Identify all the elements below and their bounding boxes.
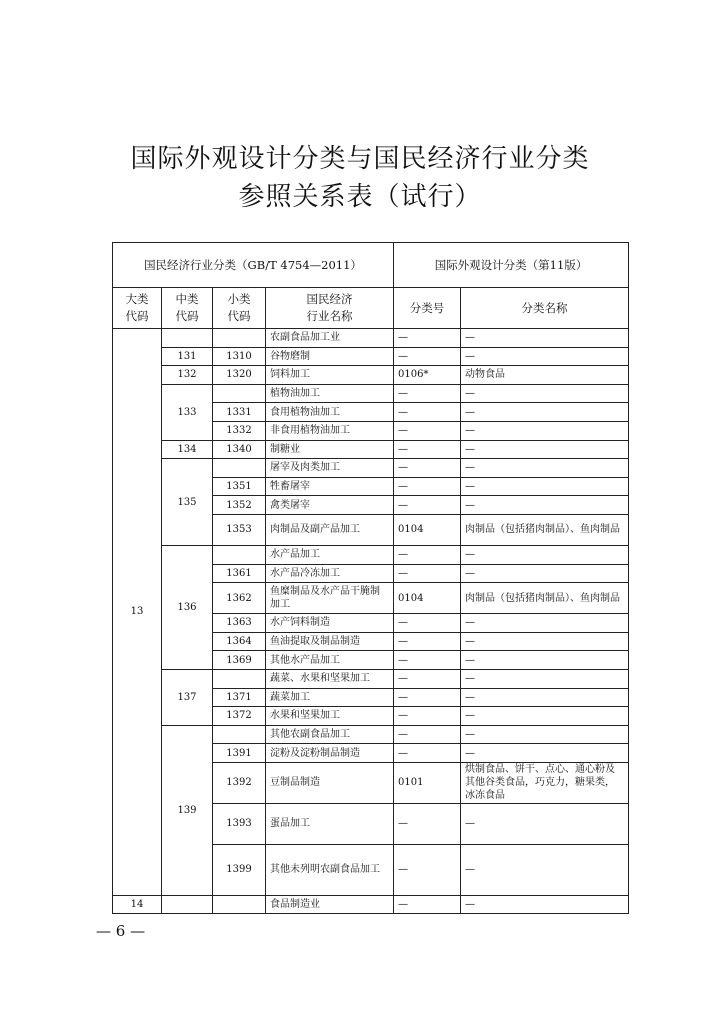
class-name-cell: — (461, 329, 629, 348)
class-name-cell: — (461, 895, 629, 914)
industry-name-cell: 水产品加工 (266, 545, 394, 564)
class-name-cell: — (461, 384, 629, 403)
table-row (113, 366, 629, 385)
minor-code-cell: 1371 (213, 688, 266, 707)
industry-name-cell: 蔬菜、水果和坚果加工 (266, 669, 394, 688)
minor-code-cell: 1363 (213, 614, 266, 633)
class-name-cell: — (461, 707, 629, 726)
class-number-cell: — (394, 707, 461, 726)
industry-name-cell: 鱼油提取及制品制造 (266, 632, 394, 651)
class-name-cell: 烘制食品、饼干、点心、通心粉及其他谷类食品，巧克力，糖果类，冰冻食品 (461, 762, 629, 803)
class-name-cell: — (461, 744, 629, 763)
table-group-header-row (113, 243, 629, 288)
class-number-cell: — (394, 651, 461, 670)
minor-code-cell: 1399 (213, 844, 266, 895)
industry-name-cell: 水产品冷冻加工 (266, 564, 394, 583)
class-number-cell: — (394, 496, 461, 515)
minor-code-cell: 1340 (213, 440, 266, 459)
minor-code-cell: 1372 (213, 707, 266, 726)
document-title-line-1: 国际外观设计分类与国民经济行业分类 (130, 144, 590, 174)
class-number-cell: 0101 (394, 762, 461, 803)
class-name-cell: — (461, 651, 629, 670)
table-row (113, 895, 629, 914)
class-number-cell: — (394, 744, 461, 763)
class-name-cell: — (461, 347, 629, 366)
table-row (113, 725, 629, 744)
industry-name-cell: 食品制造业 (266, 895, 394, 914)
mid-code-cell: 132 (162, 366, 213, 385)
class-number-cell: — (394, 440, 461, 459)
minor-code-cell (213, 545, 266, 564)
locarno-group-header: 国际外观设计分类（第11版） (394, 243, 629, 288)
industry-name-cell: 水果和坚果加工 (266, 707, 394, 726)
industry-name-cell: 其他农副食品加工 (266, 725, 394, 744)
industry-name-cell: 非食用植物油加工 (266, 421, 394, 440)
class-name-cell: 肉制品（包括猪肉制品）、鱼肉制品 (461, 514, 629, 545)
table-row (113, 384, 629, 403)
col-header-mid-code: 中类 代码 (162, 288, 213, 329)
class-name-cell: — (461, 614, 629, 633)
class-name-cell: 肉制品（包括猪肉制品）、鱼肉制品 (461, 583, 629, 614)
minor-code-cell (213, 725, 266, 744)
industry-name-cell: 饲料加工 (266, 366, 394, 385)
minor-code-cell: 1332 (213, 421, 266, 440)
table-row (113, 440, 629, 459)
class-name-cell: — (461, 421, 629, 440)
minor-code-cell (213, 895, 266, 914)
industry-name-cell: 水产饲料制造 (266, 614, 394, 633)
col-header-industry-name: 国民经济 行业名称 (266, 288, 394, 329)
industry-name-cell: 其他水产品加工 (266, 651, 394, 670)
class-number-cell: — (394, 688, 461, 707)
major-code-cell: 14 (113, 895, 162, 914)
classification-table (112, 242, 629, 914)
minor-code-cell: 1364 (213, 632, 266, 651)
class-name-cell: — (461, 496, 629, 515)
minor-code-cell: 1320 (213, 366, 266, 385)
document-title-line-2: 参照关系表（试行） (238, 182, 482, 212)
industry-name-cell: 制糖业 (266, 440, 394, 459)
industry-name-cell: 谷物磨制 (266, 347, 394, 366)
mid-code-cell (162, 329, 213, 348)
industry-name-cell: 食用植物油加工 (266, 403, 394, 422)
class-name-cell: — (461, 803, 629, 844)
class-number-cell: — (394, 329, 461, 348)
minor-code-cell: 1361 (213, 564, 266, 583)
minor-code-cell (213, 329, 266, 348)
class-number-cell: 0104 (394, 583, 461, 614)
minor-code-cell: 1362 (213, 583, 266, 614)
mid-code-cell: 136 (162, 545, 213, 669)
industry-name-cell: 蛋品加工 (266, 803, 394, 844)
mid-code-cell: 137 (162, 669, 213, 725)
col-header-major-code: 大类 代码 (113, 288, 162, 329)
table-row (113, 669, 629, 688)
class-number-cell: — (394, 844, 461, 895)
class-number-cell: 0104 (394, 514, 461, 545)
class-number-cell: — (394, 632, 461, 651)
class-number-cell: — (394, 403, 461, 422)
class-name-cell: — (461, 477, 629, 496)
class-number-cell: — (394, 725, 461, 744)
industry-name-cell: 农副食品加工业 (266, 329, 394, 348)
minor-code-cell: 1351 (213, 477, 266, 496)
industry-name-cell: 肉制品及副产品加工 (266, 514, 394, 545)
minor-code-cell (213, 669, 266, 688)
minor-code-cell: 1310 (213, 347, 266, 366)
class-number-cell: — (394, 803, 461, 844)
minor-code-cell: 1352 (213, 496, 266, 515)
class-name-cell: — (461, 545, 629, 564)
class-number-cell: — (394, 477, 461, 496)
col-header-class-name: 分类名称 (461, 288, 629, 329)
class-name-cell: — (461, 440, 629, 459)
minor-code-cell: 1353 (213, 514, 266, 545)
class-name-cell: — (461, 725, 629, 744)
minor-code-cell: 1331 (213, 403, 266, 422)
major-code-cell: 13 (113, 329, 162, 896)
class-name-cell: — (461, 459, 629, 478)
class-name-cell: 动物食品 (461, 366, 629, 385)
class-number-cell: — (394, 564, 461, 583)
class-number-cell: — (394, 384, 461, 403)
class-name-cell: — (461, 669, 629, 688)
minor-code-cell: 1393 (213, 803, 266, 844)
mid-code-cell: 134 (162, 440, 213, 459)
industry-name-cell: 植物油加工 (266, 384, 394, 403)
industry-name-cell: 蔬菜加工 (266, 688, 394, 707)
mid-code-cell: 135 (162, 459, 213, 546)
class-name-cell: — (461, 403, 629, 422)
table-row (113, 347, 629, 366)
industry-name-cell: 屠宰及肉类加工 (266, 459, 394, 478)
minor-code-cell (213, 384, 266, 403)
class-number-cell: — (394, 895, 461, 914)
mid-code-cell: 139 (162, 725, 213, 895)
industry-name-cell: 淀粉及淀粉制品制造 (266, 744, 394, 763)
class-number-cell: 0106* (394, 366, 461, 385)
mid-code-cell: 131 (162, 347, 213, 366)
class-number-cell: — (394, 347, 461, 366)
table-row (113, 459, 629, 478)
mid-code-cell: 133 (162, 384, 213, 440)
class-number-cell: — (394, 421, 461, 440)
industry-name-cell: 鱼糜制品及水产品干腌制加工 (266, 583, 394, 614)
minor-code-cell: 1369 (213, 651, 266, 670)
minor-code-cell: 1392 (213, 762, 266, 803)
class-name-cell: — (461, 632, 629, 651)
col-header-minor-code: 小类 代码 (213, 288, 266, 329)
table-row (113, 329, 629, 348)
table-column-header-row (113, 288, 629, 329)
table-row (113, 545, 629, 564)
col-header-class-number: 分类号 (394, 288, 461, 329)
mid-code-cell (162, 895, 213, 914)
class-number-cell: — (394, 614, 461, 633)
class-number-cell: — (394, 545, 461, 564)
minor-code-cell: 1391 (213, 744, 266, 763)
class-name-cell: — (461, 688, 629, 707)
gbt-group-header: 国民经济行业分类（GB/T 4754—2011） (113, 243, 394, 288)
industry-name-cell: 禽类屠宰 (266, 496, 394, 515)
class-number-cell: — (394, 669, 461, 688)
minor-code-cell (213, 459, 266, 478)
industry-name-cell: 其他未列明农副食品加工 (266, 844, 394, 895)
class-number-cell: — (394, 459, 461, 478)
class-name-cell: — (461, 564, 629, 583)
industry-name-cell: 豆制品制造 (266, 762, 394, 803)
industry-name-cell: 牲畜屠宰 (266, 477, 394, 496)
class-name-cell: — (461, 844, 629, 895)
page-number: — 6 — (96, 922, 146, 940)
